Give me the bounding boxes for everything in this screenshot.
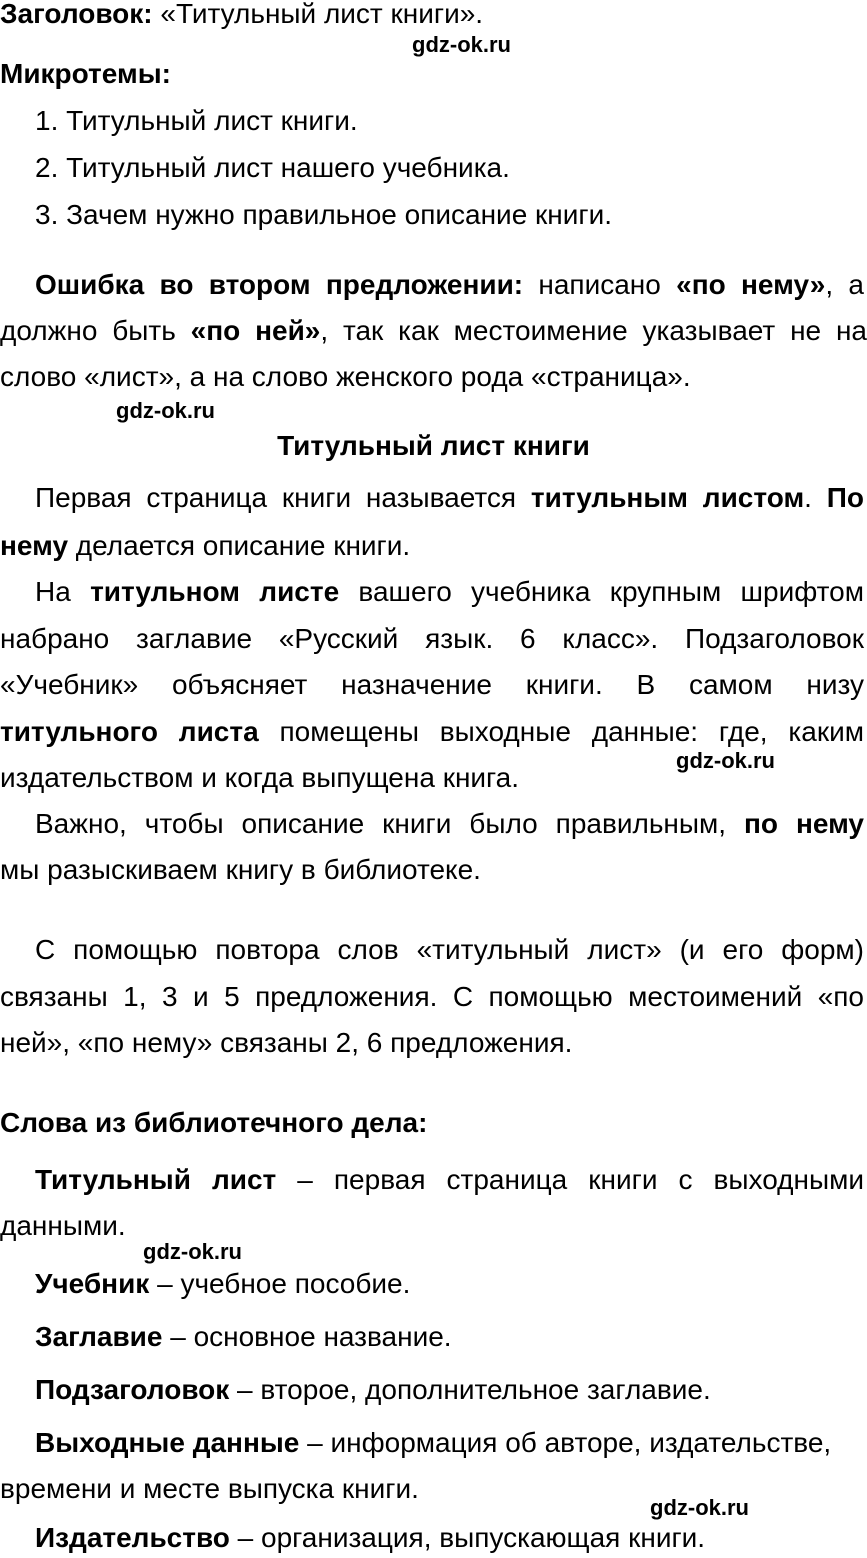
microthemes-label: Микротемы: bbox=[0, 58, 171, 89]
paragraph-line: мы разыскиваем книгу в библиотеке. bbox=[0, 854, 481, 885]
error-line-2: должно быть «по ней», так как местоимение указывает не на bbox=[0, 315, 867, 346]
glossary-term: Выходные данные bbox=[35, 1427, 300, 1458]
glossary-item: Выходные данные – информация об авторе, издательстве, bbox=[35, 1427, 832, 1458]
glossary-item: Подзаголовок – второе, дополнительное заглавие. bbox=[35, 1374, 711, 1405]
glossary-item: Учебник – учебное пособие. bbox=[35, 1268, 411, 1299]
title-line bbox=[0, 0, 483, 32]
title-value: «Титульный лист книги». bbox=[160, 0, 484, 29]
watermark: gdz-ok.ru bbox=[143, 1239, 242, 1264]
glossary-term: Заглавие bbox=[35, 1321, 163, 1352]
glossary-term: Издательство bbox=[35, 1522, 230, 1553]
glossary-term: Титульный лист bbox=[35, 1164, 277, 1195]
glossary-item: Титульный лист – первая страница книги с выходными bbox=[35, 1164, 864, 1195]
microtheme-item: 1. Титульный лист книги. bbox=[35, 105, 358, 136]
paragraph-line: Первая страница книги называется титульным листом. По bbox=[35, 482, 864, 513]
microtheme-item: 3. Зачем нужно правильное описание книги. bbox=[35, 199, 613, 230]
glossary-item: Заглавие – основное название. bbox=[35, 1321, 452, 1352]
glossary-item-continuation: времени и месте выпуска книги. bbox=[0, 1473, 419, 1504]
microtheme-item: 2. Титульный лист нашего учебника. bbox=[35, 152, 510, 183]
paragraph-line: На титульном листе вашего учебника крупным шрифтом bbox=[35, 576, 864, 607]
paragraph-line: титульного листа помещены выходные данные: где, каким bbox=[0, 716, 864, 747]
paragraph-line: «Учебник» объясняет назначение книги. В самом низу bbox=[0, 669, 864, 700]
error-line-1: Ошибка во втором предложении: написано «по нему», а bbox=[35, 269, 864, 300]
title-label: Заголовок: bbox=[0, 0, 153, 29]
glossary-term: Подзаголовок bbox=[35, 1374, 230, 1405]
paragraph-line: Важно, чтобы описание книги было правильным, по нему bbox=[35, 808, 864, 839]
watermark: gdz-ok.ru bbox=[412, 32, 511, 57]
paragraph-line: набрано заглавие «Русский язык. 6 класс». Подзаголовок bbox=[0, 623, 864, 654]
paragraph-line: издательством и когда выпущена книга. bbox=[0, 762, 519, 793]
watermark: gdz-ok.ru bbox=[676, 748, 775, 773]
error-label: Ошибка во втором предложении: bbox=[35, 269, 524, 300]
watermark: gdz-ok.ru bbox=[650, 1495, 749, 1520]
watermark: gdz-ok.ru bbox=[116, 398, 215, 423]
glossary-term: Учебник bbox=[35, 1268, 150, 1299]
paragraph-line: нему делается описание книги. bbox=[0, 530, 411, 561]
glossary-heading: Слова из библиотечного дела: bbox=[0, 1107, 428, 1138]
glossary-item: Издательство – организация, выпускающая книги. bbox=[35, 1522, 706, 1553]
error-line-3: слово «лист», а на слово женского рода «страница». bbox=[0, 361, 691, 392]
connection-line: связаны 1, 3 и 5 предложения. С помощью местоимений «по bbox=[0, 981, 864, 1012]
connection-line: С помощью повтора слов «титульный лист» (и его форм) bbox=[35, 934, 864, 965]
glossary-item-continuation: данными. bbox=[0, 1210, 126, 1241]
connection-line: ней», «по нему» связаны 2, 6 предложения. bbox=[0, 1027, 573, 1058]
text-title: Титульный лист книги bbox=[277, 430, 590, 461]
